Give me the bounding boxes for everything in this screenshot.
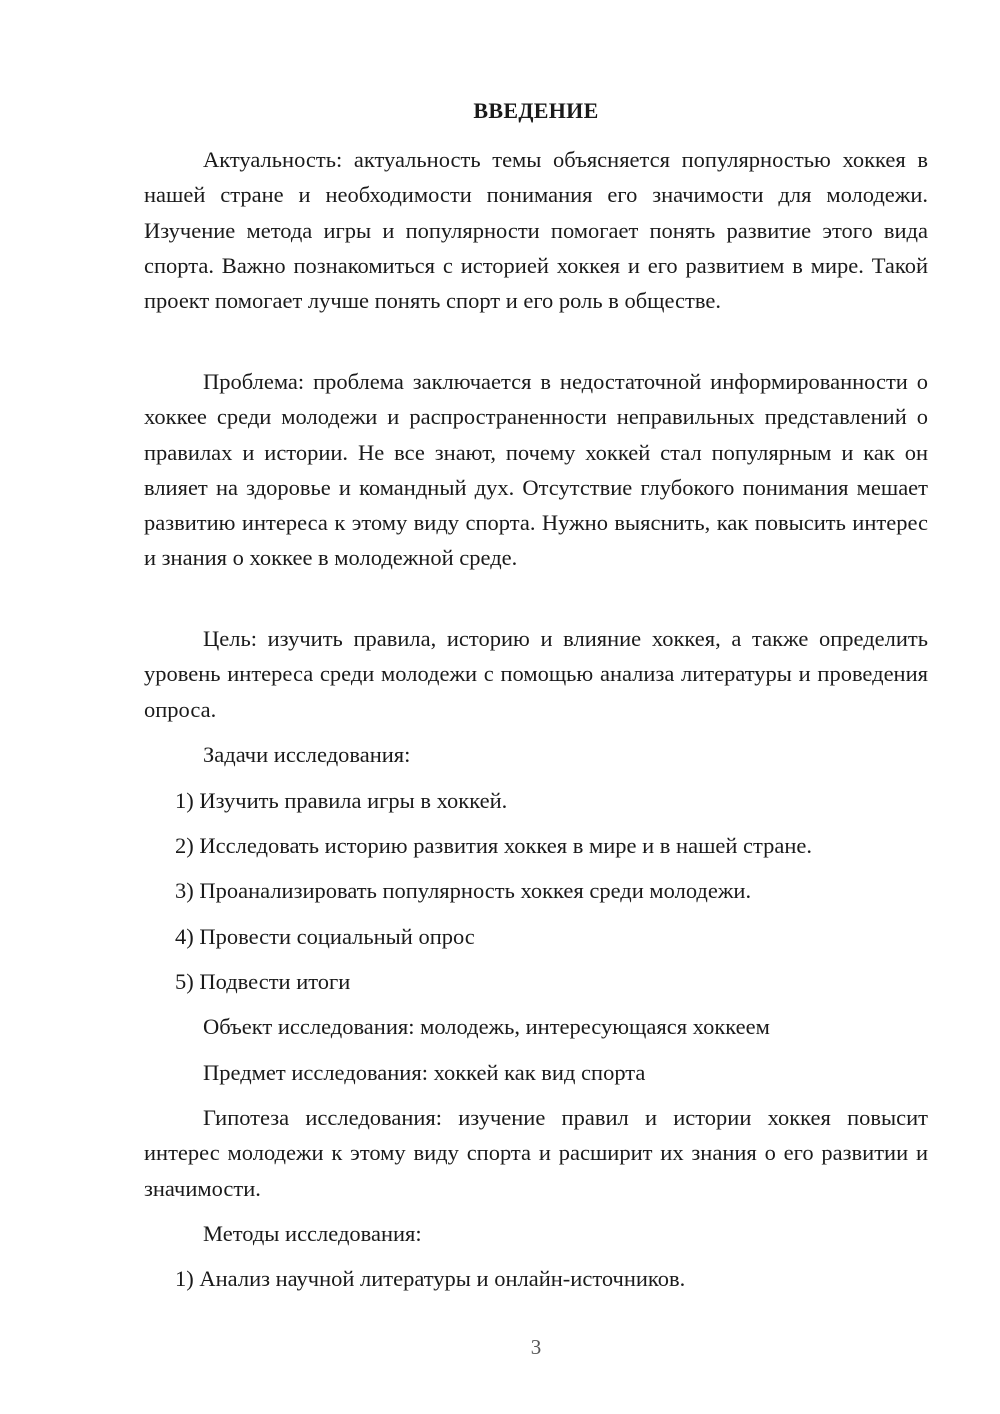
research-subject: Предмет исследования: хоккей как вид спорта xyxy=(203,1060,646,1085)
task-item-2: 2) Исследовать историю развития хоккея в мире и в нашей стране. xyxy=(175,833,813,858)
problem-paragraph: Проблема: проблема заключается в недостаточной информированности о хоккее среди молодежи и распространенности неправильных представлений о правилах и истории. Не все знают, почему хоккей стал популярным и как он влияет на здоровье и командный дух. Отсутствие глубокого понимания мешает развитию интереса к этому виду спорта. Нужно выяснить, как повысить интерес и знания о хоккее в молодежной среде. xyxy=(144,369,928,571)
page-number: 3 xyxy=(530,1335,542,1359)
relevance-paragraph: Актуальность: актуальность темы объясняется популярностью хоккея в нашей стране и необходимости понимания его значимости для молодежи. Изучение метода игры и популярности помогает понять развитие этого вида спорта. Важно познакомиться с историей хоккея и его развитием в мире. Такой проект помогает лучше понять спорт и его роль в обществе. xyxy=(144,147,928,314)
tasks-heading: Задачи исследования: xyxy=(203,742,411,767)
document-page xyxy=(144,0,928,1414)
method-item-1: 1) Анализ научной литературы и онлайн-источников. xyxy=(175,1266,686,1291)
task-item-1: 1) Изучить правила игры в хоккей. xyxy=(175,788,508,813)
task-item-3: 3) Проанализировать популярность хоккея среди молодежи. xyxy=(175,878,752,903)
goal-paragraph: Цель: изучить правила, историю и влияние хоккея, а также определить уровень интереса среди молодежи с помощью анализа литературы и проведения опроса. xyxy=(144,626,928,722)
hypothesis-paragraph: Гипотеза исследования: изучение правил и истории хоккея повысит интерес молодежи к этому виду спорта и расширит их знания о его развитии и значимости. xyxy=(144,1105,928,1201)
research-object: Объект исследования: молодежь, интересующаяся хоккеем xyxy=(203,1014,770,1039)
methods-heading: Методы исследования: xyxy=(203,1221,422,1246)
section-title: ВВЕДЕНИЕ xyxy=(473,98,599,123)
task-item-4: 4) Провести социальный опрос xyxy=(175,924,475,949)
task-item-5: 5) Подвести итоги xyxy=(175,969,351,994)
